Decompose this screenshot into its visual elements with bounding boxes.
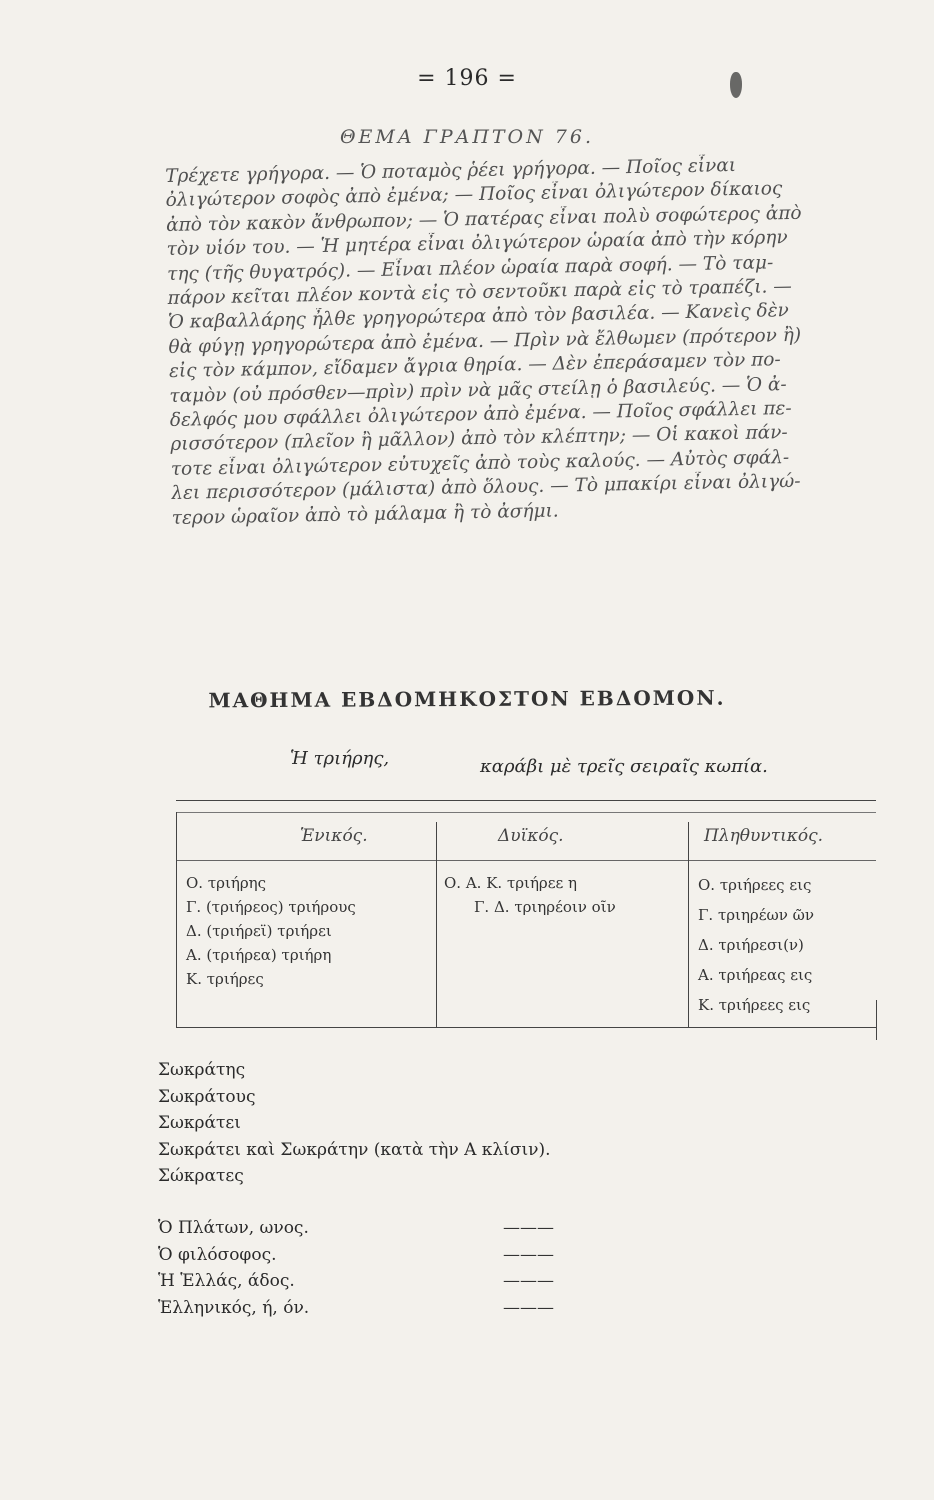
socrates-declension xyxy=(158,1060,551,1193)
exercise-line: της (τῆς θυγατρός). — Εἶναι πλέον ὡραία παρὰ σοφή. — Τὸ ταμ- xyxy=(166,251,774,285)
singular-cell: Κ. τριήρες xyxy=(186,970,264,988)
exercise-line: τοτε εἶναι ὀλιγώτερον εὐτυχεῖς ἀπὸ τοὺς καλούς. — Αὐτὸς σφάλ- xyxy=(170,446,790,480)
exercise-line: ρισσότερον (πλεῖον ἢ μᾶλλον) ἀπὸ τὸν κλέπτην; — Οἱ κακοὶ πάν- xyxy=(170,422,788,456)
exercise-line: τερον ὡραῖον ἀπὸ τὸ μάλαμα ἢ τὸ ἀσήμι. xyxy=(171,500,559,529)
ink-blot xyxy=(730,72,742,98)
vocabulary-item xyxy=(158,1298,578,1325)
exercise-line: ταμὸν (οὐ πρόσθεν—πρὶν) πρὶν νὰ μᾶς στείλῃ ὁ βασιλεύς. — Ὁ ἀ- xyxy=(169,373,787,407)
declension-form: Σώκρατες xyxy=(158,1166,244,1186)
vocabulary-dash: ——— xyxy=(503,1297,554,1318)
exercise-line: Ὁ καβαλλάρης ἦλθε γρηγορώτερα ἀπὸ τὸν βασιλέα. — Κανεὶς δὲν xyxy=(167,300,790,334)
plural-cell: Δ. τριήρεσι(ν) xyxy=(698,936,804,954)
declension-form: Σωκράτει καὶ Σωκράτην (κατὰ τὴν Α κλίσιν). xyxy=(158,1139,551,1160)
exercise-paragraph xyxy=(165,151,897,531)
vocabulary-word: Ἑλληνικός, ή, όν. xyxy=(158,1297,310,1318)
plural-cell: Α. τριήρεας εις xyxy=(698,966,813,984)
subtitle-gloss: καράβι μὲ τρεῖς σειραῖς κωπία. xyxy=(480,756,768,777)
singular-cell: Α. (τριήρεα) τριήρη xyxy=(186,946,332,964)
table-rule-top xyxy=(176,800,876,801)
exercise-line: ὀλιγώτερον σοφὸς ἀπὸ ἐμένα; — Ποῖος εἶναι ὀλιγώτερον δίκαιος xyxy=(165,178,783,212)
table-rule-bottom xyxy=(176,1027,876,1028)
singular-cell: Δ. (τριήρεϊ) τριήρει xyxy=(186,922,332,940)
declension-form: Σωκράτους xyxy=(158,1086,256,1107)
table-rule-header xyxy=(176,860,876,861)
vocabulary-word: Ὁ Πλάτων, ωνος. xyxy=(158,1218,309,1238)
exercise-line: ἀπὸ τὸν κακὸν ἄνθρωπον; — Ὁ πατέρας εἶναι πολὺ σοφώτερος ἀπὸ xyxy=(165,202,802,236)
theme-title: ΘΕΜΑ ΓΡΑΠΤΟΝ 76. xyxy=(339,126,595,148)
vocabulary-dash: ——— xyxy=(503,1271,554,1291)
subtitle-noun: Ἡ τριήρης, xyxy=(290,748,390,769)
header-plural: Πληθυντικός. xyxy=(704,826,824,846)
vocabulary-dash: ——— xyxy=(503,1218,554,1238)
exercise-line: τὸν υἱόν του. — Ἡ μητέρα εἶναι ὀλιγώτερον ὡραία ἀπὸ τὴν κόρην xyxy=(166,227,788,261)
table-border-right xyxy=(876,1000,877,1040)
vocabulary-word: Ὁ φιλόσοφος. xyxy=(158,1244,277,1265)
vocabulary-item xyxy=(158,1245,578,1272)
page-number: = 196 = xyxy=(417,66,517,91)
exercise-line: λει περισσότερον (μάλιστα) ἀπὸ ὅλους. — Τὸ μπακίρι εἶναι ὀλιγώ- xyxy=(171,471,801,505)
exercise-line: εἰς τὸν κάμπον, εἴδαμεν ἄγρια θηρία. — Δὲν ἐπεράσαμεν τὸν πο- xyxy=(168,349,781,383)
dual-cell: Ο. Α. Κ. τριήρεε η xyxy=(444,874,578,892)
singular-cell: Ο. τριήρης xyxy=(186,874,267,892)
table-border-left xyxy=(176,812,177,1027)
header-dual: Δυϊκός. xyxy=(498,826,564,846)
declension-form: Σωκράτει xyxy=(158,1113,241,1133)
plural-cell: Γ. τριηρέων ῶν xyxy=(698,906,814,924)
singular-cell: Γ. (τριήρεος) τριήρους xyxy=(186,898,356,916)
table-divider-1 xyxy=(436,822,437,1027)
vocabulary-item xyxy=(158,1218,578,1245)
exercise-line: δελφός μου σφάλλει ὀλιγώτερον ἀπὸ ἐμένα. — Ποῖος σφάλλει πε- xyxy=(169,398,792,432)
vocabulary-item xyxy=(158,1271,578,1298)
exercise-line: Τρέχετε γρήγορα. — Ὁ ποταμὸς ῥέει γρήγορα. — Ποῖος εἶναι xyxy=(165,155,737,187)
dual-cell: Γ. Δ. τριηρέοιν οῖν xyxy=(474,898,616,916)
header-singular: Ἑνικός. xyxy=(300,826,368,846)
plural-cell: Ο. τριήρεες εις xyxy=(698,876,812,894)
table-rule-inner xyxy=(176,812,876,813)
vocabulary-word: Ἡ Ἑλλάς, άδος. xyxy=(158,1271,295,1291)
exercise-line: πάρον κεῖται πλέον κοντὰ εἰς τὸ σεντοῦκι παρὰ εἰς τὸ τραπέζι. — xyxy=(167,276,792,310)
plural-cell: Κ. τριήρεες εις xyxy=(698,996,811,1014)
exercise-line: θὰ φύγῃ γρηγορώτερα ἀπὸ ἐμένα. — Πρὶν νὰ ἔλθωμεν (πρότερον ἢ) xyxy=(168,324,802,358)
table-divider-2 xyxy=(688,822,689,1027)
declension-form: Σωκράτης xyxy=(158,1060,246,1080)
vocabulary-dash: ——— xyxy=(503,1244,554,1265)
vocabulary-list xyxy=(158,1218,578,1324)
lesson-title: ΜΑΘΗΜΑ ΕΒΔΟΜΗΚΟΣΤΟΝ ΕΒΔΟΜΟΝ. xyxy=(208,685,726,713)
